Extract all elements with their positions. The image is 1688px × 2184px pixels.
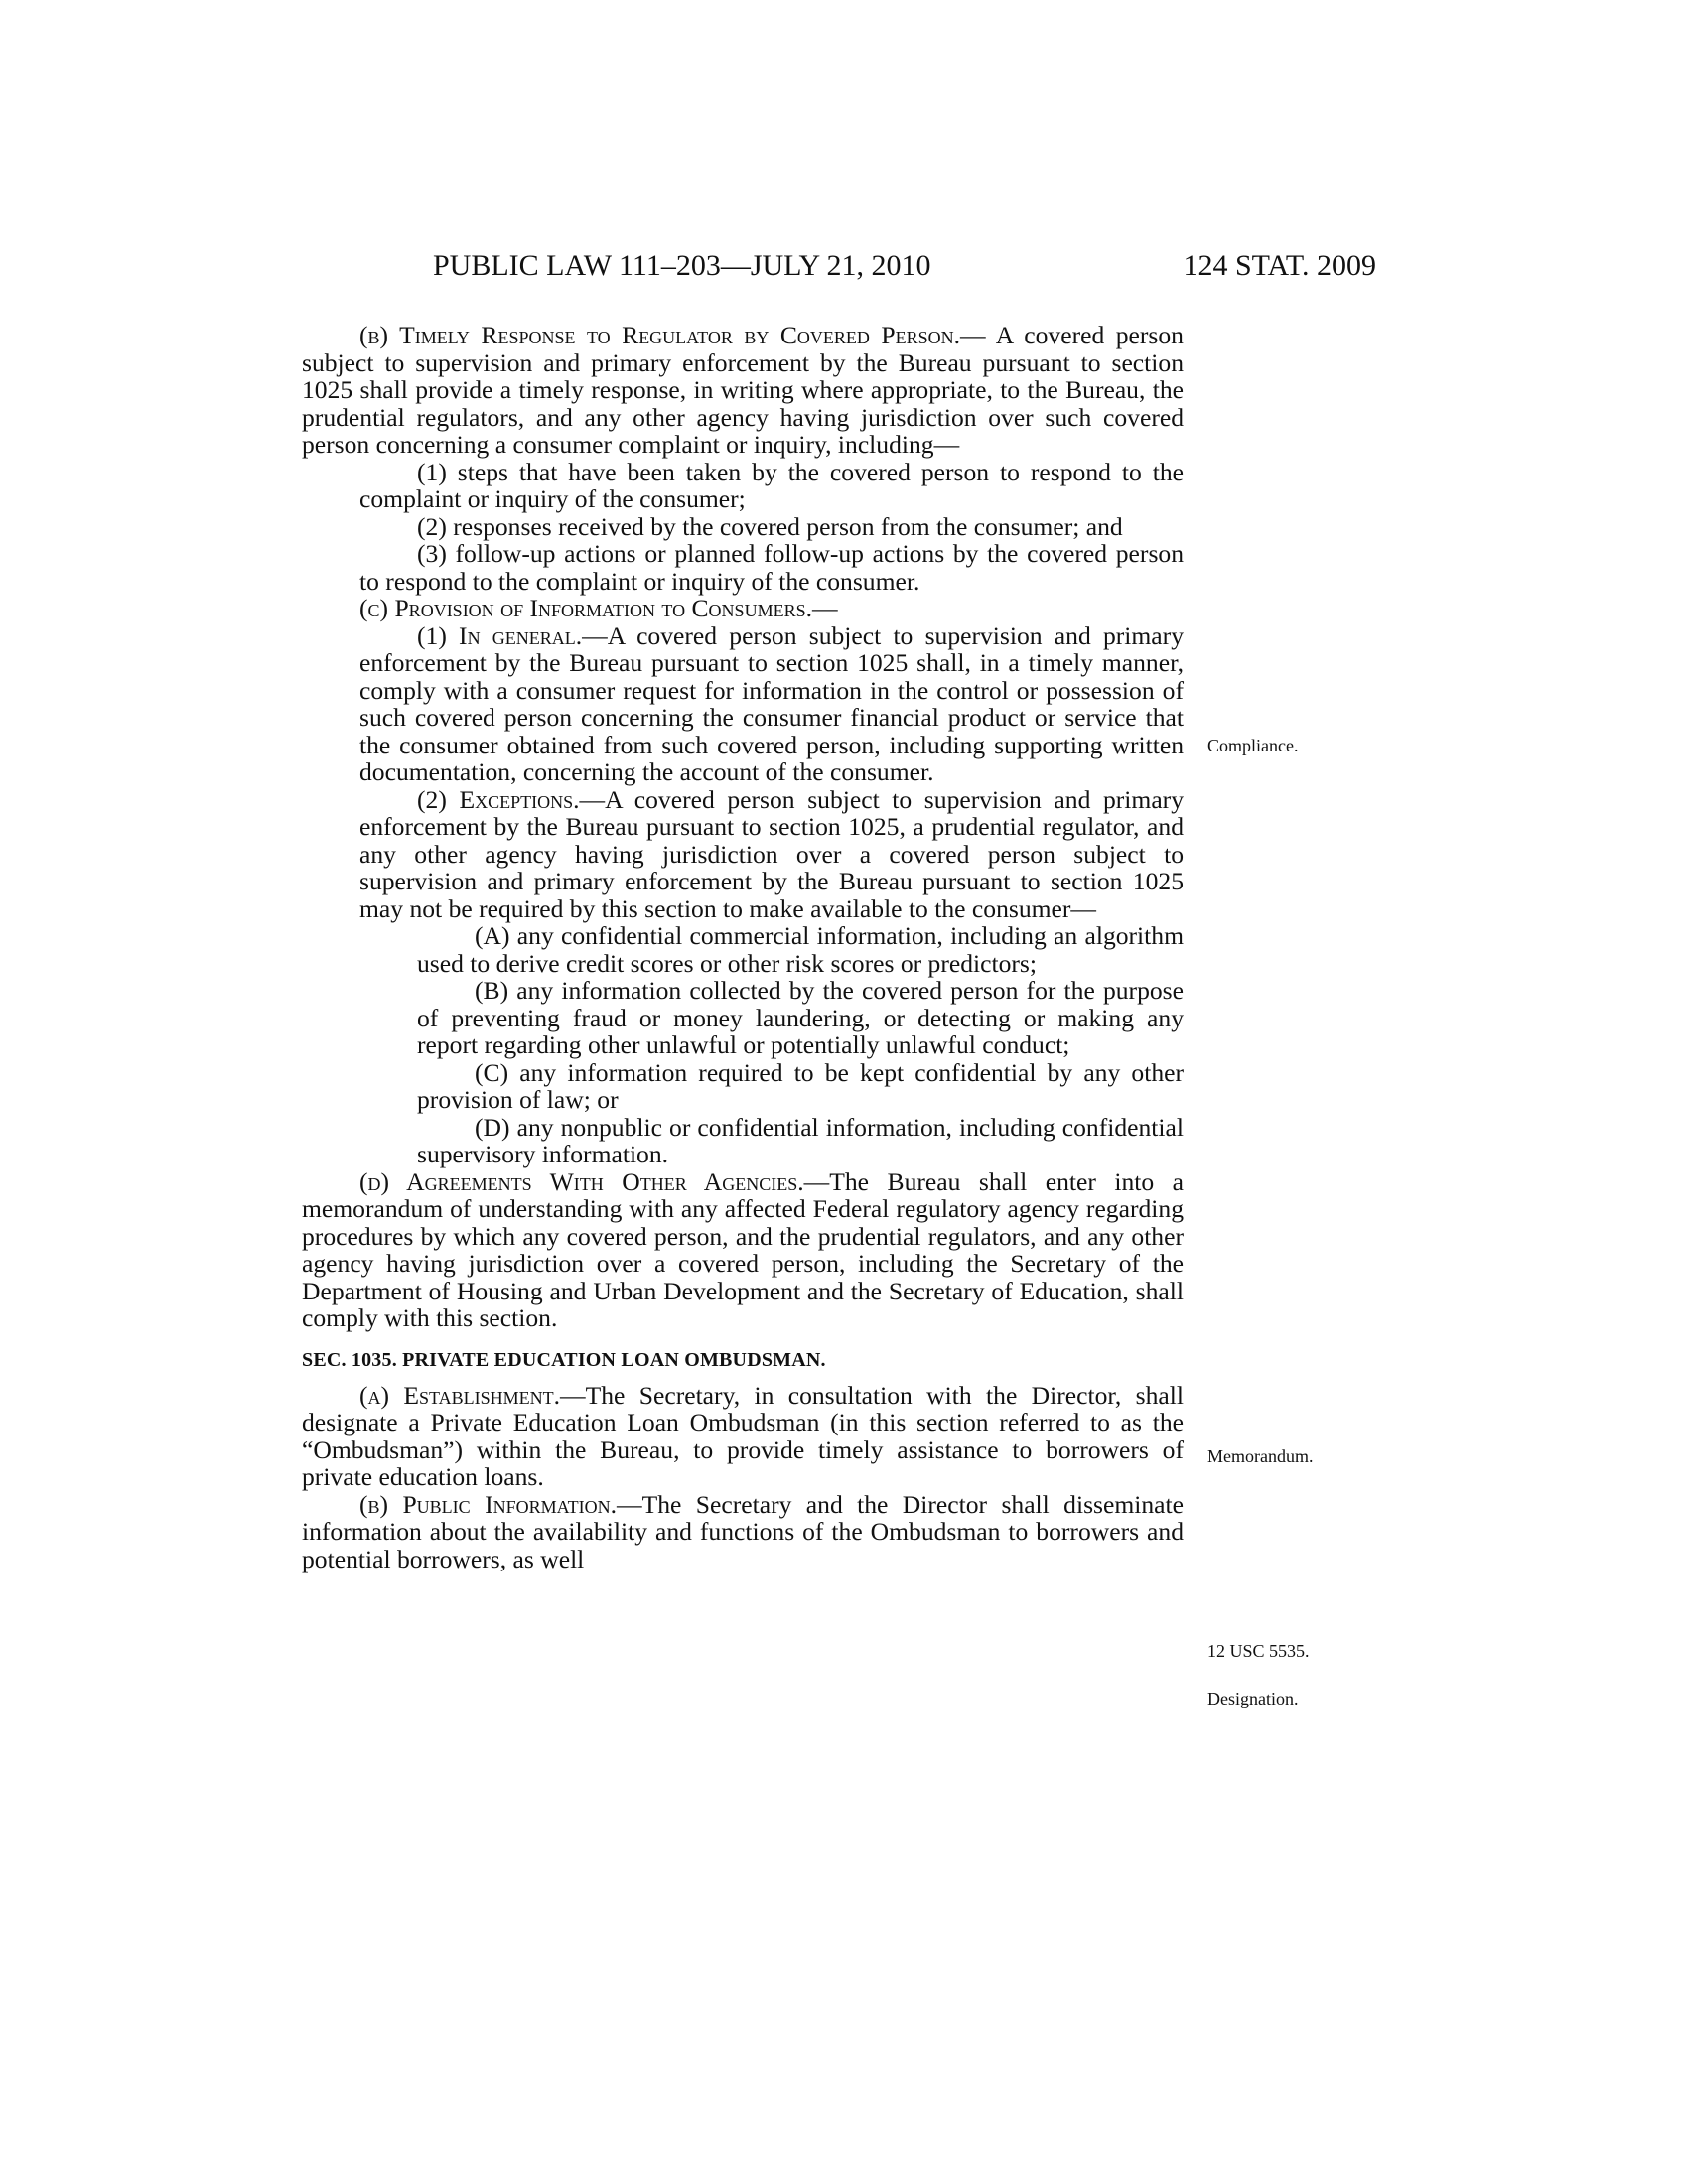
paragraph-c1-text: A covered person subject to supervision and primary enforcement by the Bureau pursuant to section 1025 shall, in a timely manner, comply with a consumer request for information in the control or possession of such covered person concerning the consumer financial product or service that the consumer obtained from such covered person, including supporting written documentation, concerning the account of the consumer.: [359, 620, 1184, 786]
paragraph-b-text: A covered person subject to supervision and primary enforcement by the Bureau pursuant to section 1025 shall provide a timely response, in writing where appropriate, to the Bureau, the prudential regulators, and any other agency having jurisdiction over such covered person concerning a consumer complaint or inquiry, including—: [302, 321, 1184, 459]
page-title: PUBLIC LAW 111–203—JULY 21, 2010: [433, 249, 931, 282]
margin-note-memorandum: Memorandum.: [1207, 1446, 1314, 1466]
paragraph-c-heading: (c) Provision of Information to Consumers.—: [359, 594, 838, 622]
stat-page-number: 124 STAT. 2009: [1183, 249, 1376, 282]
paragraph-c2D: (D) any nonpublic or confidential information, including confidential supervisory information.: [417, 1112, 1184, 1168]
margin-note-compliance: Compliance.: [1207, 736, 1299, 755]
margin-note-usc: 12 USC 5535.: [1207, 1641, 1310, 1661]
paragraph-b-heading: (b) Timely Response to Regulator by Covered Person.—: [359, 321, 986, 349]
paragraph-c2B: (B) any information collected by the covered person for the purpose of preventing fraud or money laundering, or detecting or making any report regarding other unlawful or potentially unlawful conduct;: [417, 976, 1184, 1059]
paragraph-b1: (1) steps that have been taken by the covered person to respond to the complaint or inquiry of the consumer;: [359, 457, 1184, 513]
paragraph-d-text: The Bureau shall enter into a memorandum of understanding with any affected Federal regulatory agency regarding procedures by which any covered person, and the prudential regulators, and any other agency having jurisdiction over a covered person, including the Secretary of the Department of Housing and Urban Development and the Secretary of Education, shall comply with this section.: [302, 1166, 1184, 1332]
paragraph-sec-a-text: The Secretary, in consultation with the Director, shall designate a Private Education Loan Ombudsman (in this section referred to as the “Ombudsman”) within the Bureau, to provide timely assistance to borrowers of private education loans.: [302, 1380, 1184, 1491]
paragraph-sec-b-text: The Secretary and the Director shall disseminate information about the availability and functions of the Ombudsman to borrowers and potential borrowers, as well: [302, 1489, 1185, 1573]
paragraph-c2C: (C) any information required to be kept confidential by any other provision of law; or: [417, 1057, 1184, 1114]
document-body: [302, 322, 1184, 1572]
section-heading: SEC. 1035. PRIVATE EDUCATION LOAN OMBUDSMAN.: [302, 1348, 826, 1371]
paragraph-c2-heading: (2) Exceptions.—: [417, 784, 606, 814]
paragraph-d: [302, 1168, 1184, 1332]
paragraph-c2A: (A) any confidential commercial information, including an algorithm used to derive credit scores or other risk scores or predictors;: [417, 921, 1184, 978]
paragraph-c1-heading: (1) In general.—: [417, 620, 608, 650]
running-header: [298, 244, 1376, 288]
paragraph-c1: [302, 622, 1184, 786]
paragraph-c2: [302, 786, 1184, 923]
margin-note-designation: Designation.: [1207, 1689, 1299, 1708]
paragraph-sec-b: [302, 1491, 1184, 1573]
paragraph-sec-a-heading: (a) Establishment.—: [359, 1380, 586, 1410]
paragraph-sec-a: [302, 1382, 1184, 1491]
paragraph-b: [302, 322, 1184, 459]
paragraph-b3: (3) follow-up actions or planned follow-up actions by the covered person to respond to the complaint or inquiry of the consumer.: [359, 539, 1184, 596]
paragraph-d-heading: (d) Agreements With Other Agencies.—: [359, 1166, 830, 1196]
paragraph-b2: (2) responses received by the covered person from the consumer; and: [417, 511, 1123, 541]
paragraph-sec-b-heading: (b) Public Information.—: [359, 1489, 642, 1519]
paragraph-c2-text: A covered person subject to supervision and primary enforcement by the Bureau pursuant to section 1025, a prudential regulator, and any other agency having jurisdiction over a covered person subject to supervision and primary enforcement by the Bureau pursuant to section 1025 may not be required by this section to make available to the consumer—: [359, 784, 1184, 923]
